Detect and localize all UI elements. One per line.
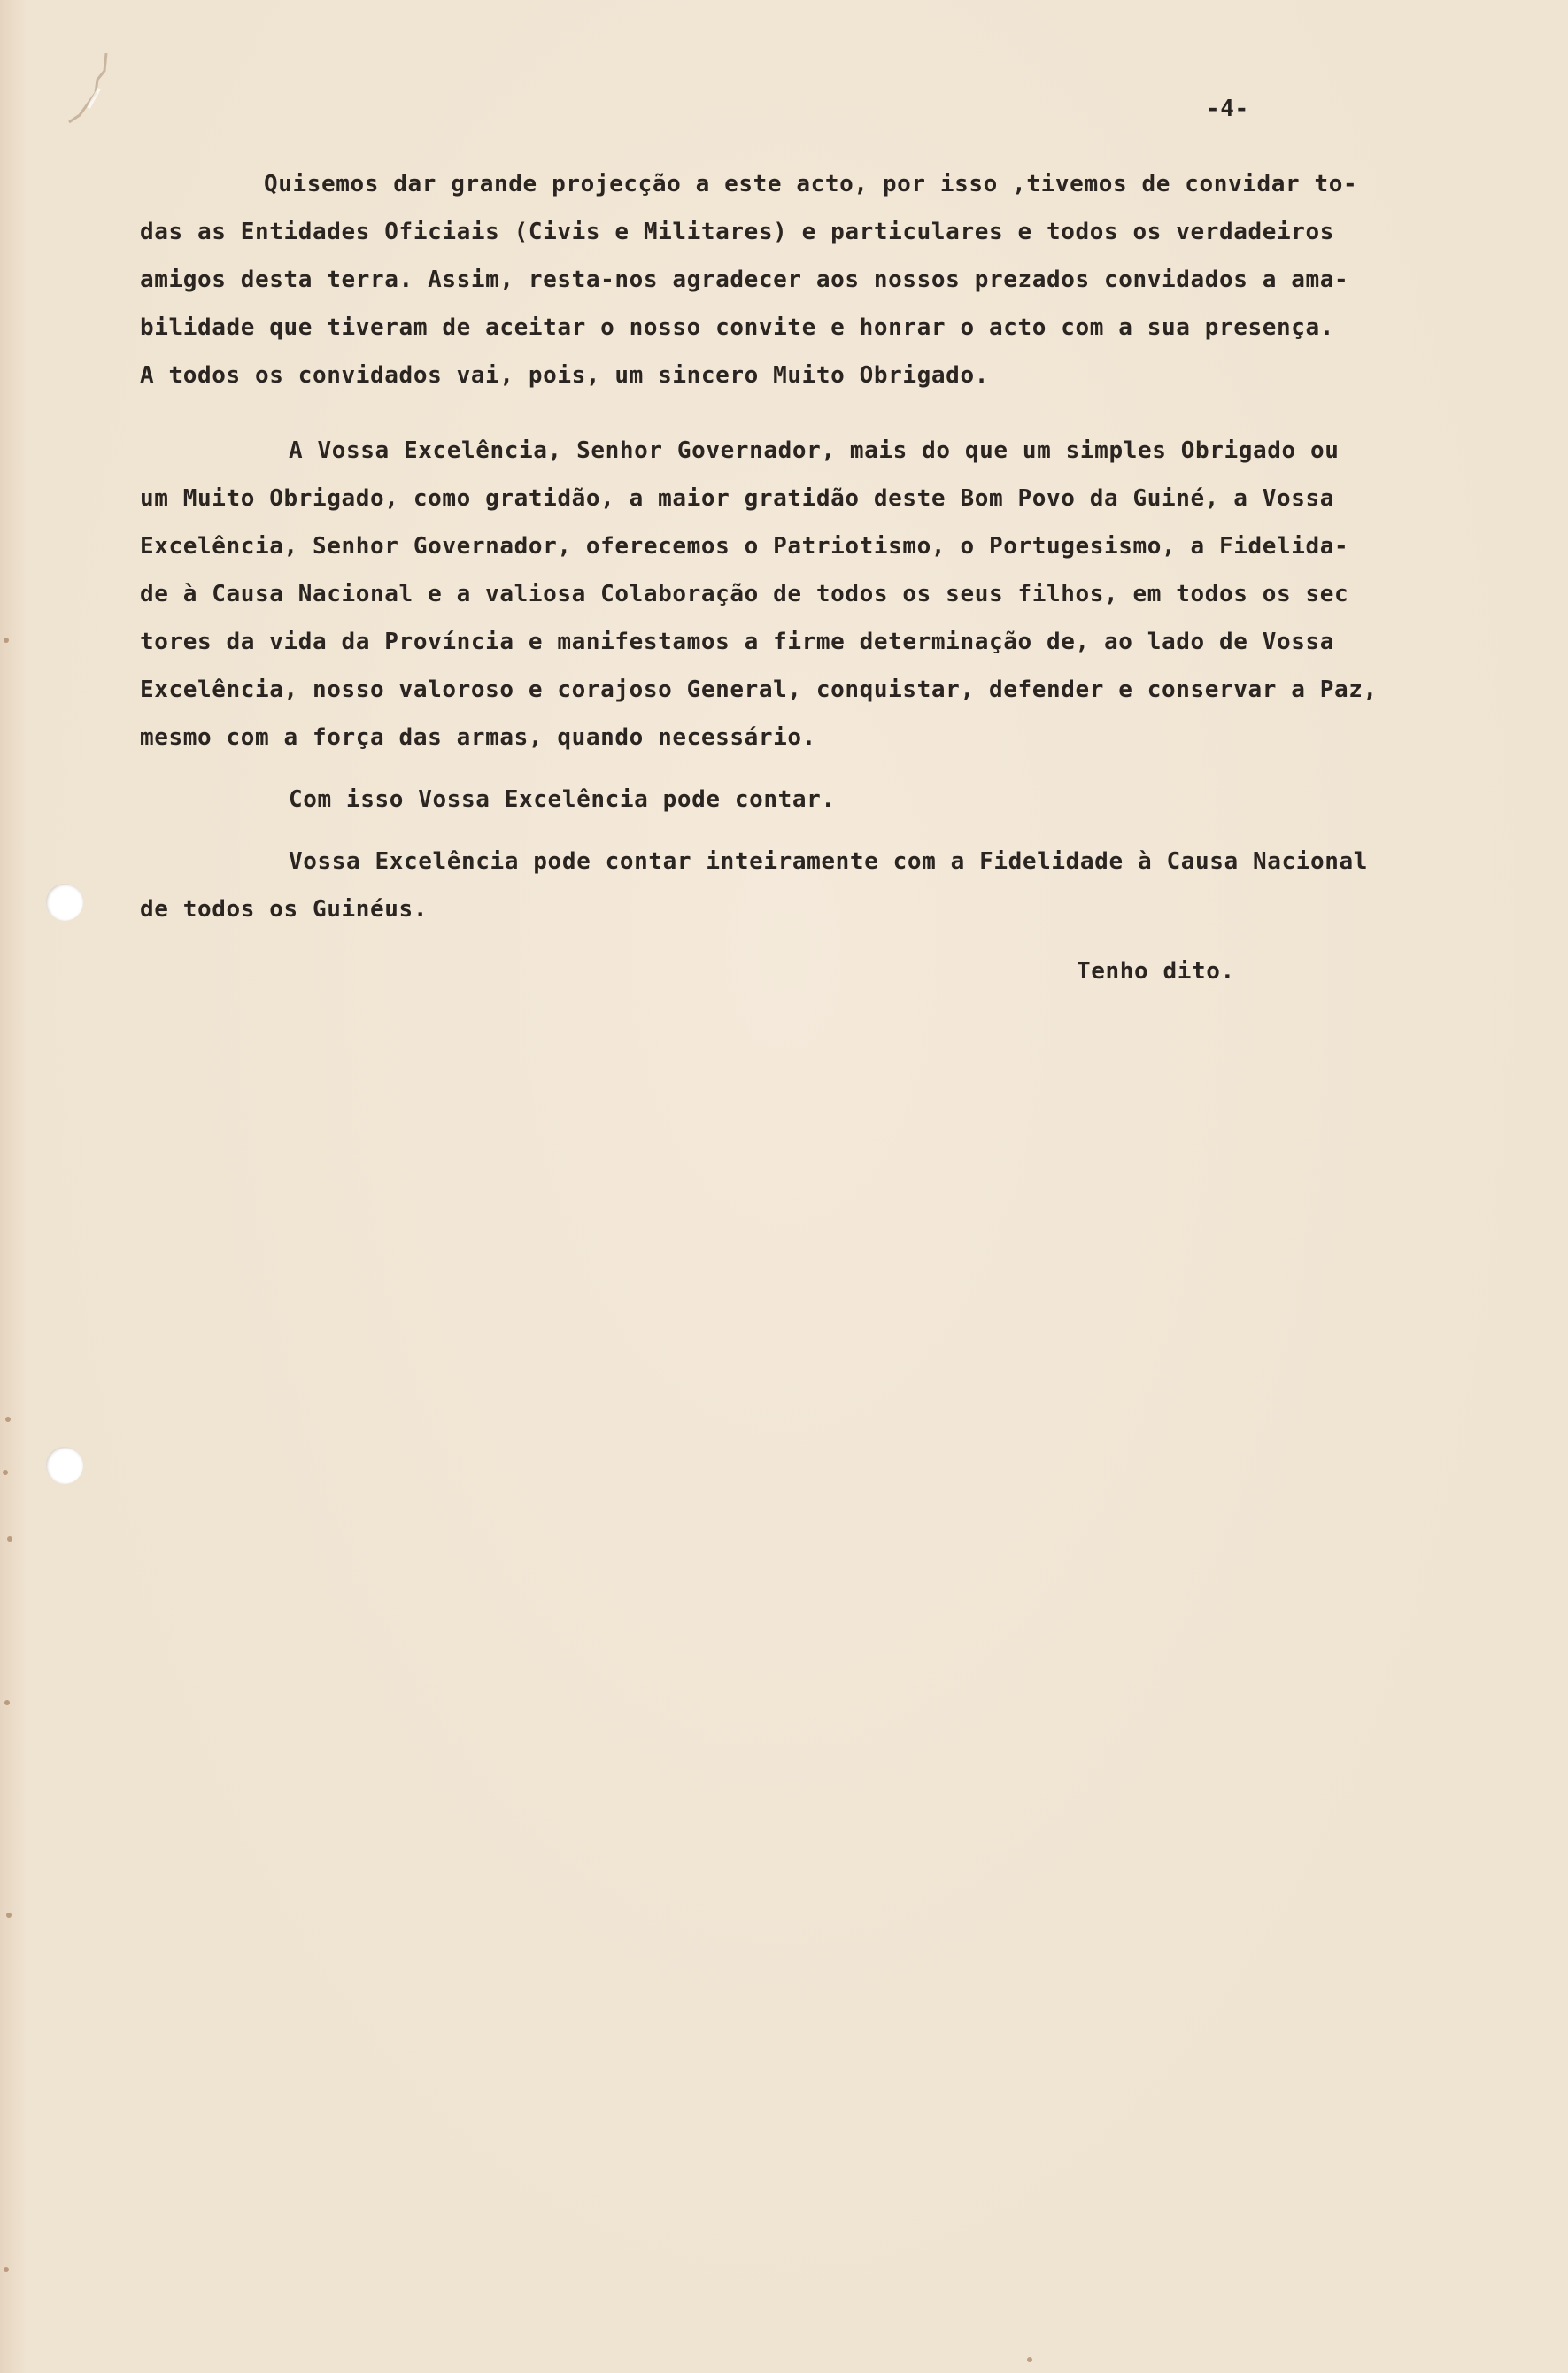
torn-corner-mark [62,53,115,124]
paragraph-1-line-3: amigos desta terra. Assim, resta-nos agradecer aos nossos prezados convidados a ama- [140,267,1349,293]
paragraph-3-line-1: Com isso Vossa Excelência pode contar. [289,786,836,813]
edge-stain [1027,2357,1032,2362]
paragraph-1-line-1: Quisemos dar grande projecção a este acto, por isso ,tivemos de convidar to- [264,171,1358,197]
edge-stain [4,2267,9,2272]
edge-stain [7,1536,12,1542]
edge-stain [4,638,9,643]
paragraph-2-line-7: mesmo com a força das armas, quando necessário. [140,724,816,751]
edge-stain [3,1470,8,1475]
paragraph-2-line-5: tores da vida da Província e manifestamos a firme determinação de, ao lado de Vossa [140,629,1335,655]
paragraph-2-line-4: de à Causa Nacional e a valiosa Colaboração de todos os seus filhos, em todos os sec [140,581,1349,607]
paragraph-1-line-4: bilidade que tiveram de aceitar o nosso convite e honrar o acto com a sua presença. [140,314,1335,341]
edge-stain [4,1700,10,1705]
paragraph-1-line-2: das as Entidades Oficiais (Civis e Militares) e particulares e todos os verdadeiros [140,219,1335,245]
paragraph-2-line-6: Excelência, nosso valoroso e corajoso General, conquistar, defender e conservar a Paz, [140,676,1378,703]
paragraph-1-line-5: A todos os convidados vai, pois, um sincero Muito Obrigado. [140,362,989,389]
edge-stain [5,1417,11,1422]
closing-remark: Tenho dito. [1077,958,1235,985]
page-number: -4- [1206,96,1249,122]
paragraph-2-line-3: Excelência, Senhor Governador, oferecemos o Patriotismo, o Portugesismo, a Fidelida- [140,533,1349,560]
punch-hole-top [46,884,83,921]
paragraph-4-line-1: Vossa Excelência pode contar inteiramente com a Fidelidade à Causa Nacional [289,848,1368,875]
punch-hole-bottom [46,1447,83,1484]
paragraph-2-line-1: A Vossa Excelência, Senhor Governador, mais do que um simples Obrigado ou [289,437,1340,464]
paragraph-4-line-2: de todos os Guinéus. [140,896,429,923]
edge-stain [6,1913,12,1918]
paragraph-2-line-2: um Muito Obrigado, como gratidão, a maior gratidão deste Bom Povo da Guiné, a Vossa [140,485,1335,512]
